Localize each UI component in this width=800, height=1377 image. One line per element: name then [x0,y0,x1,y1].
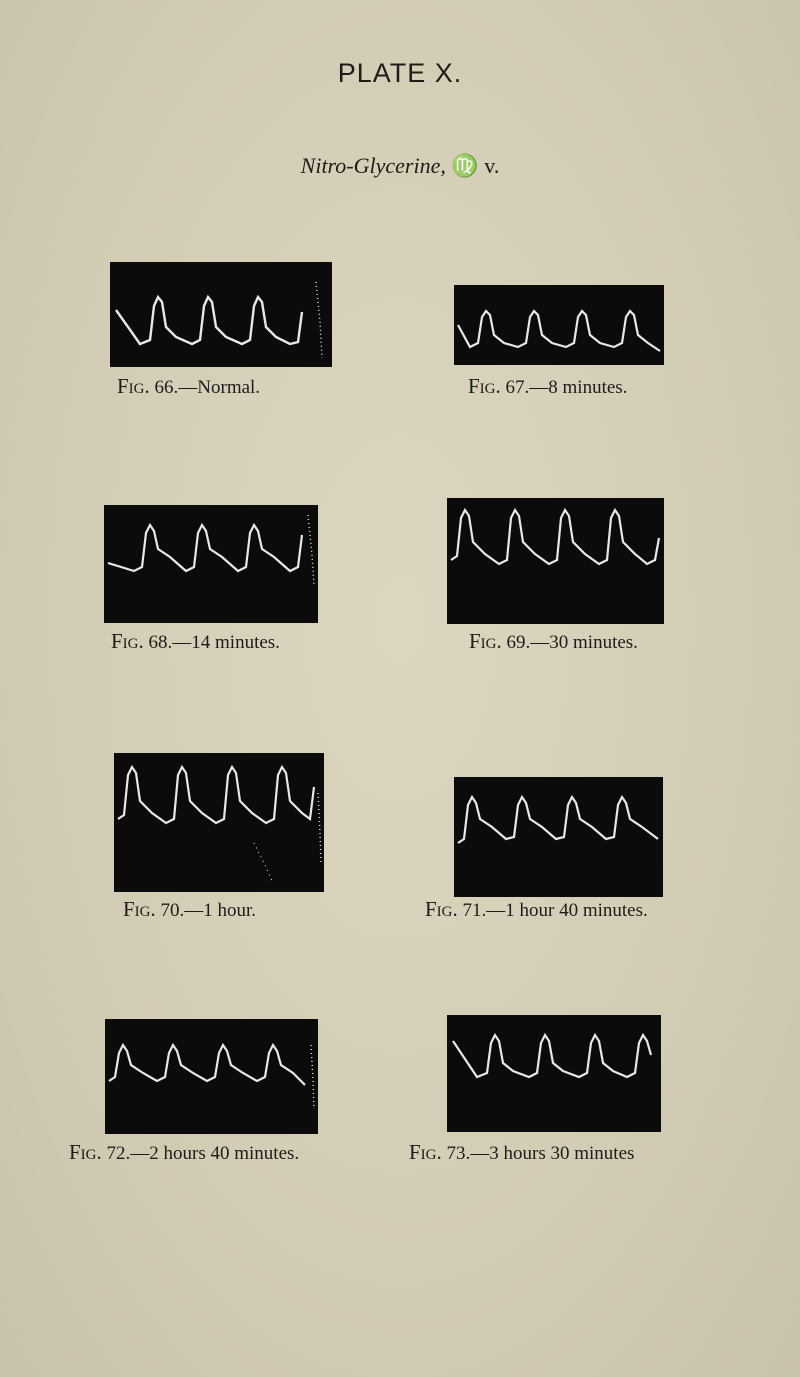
plate-title: PLATE X. [337,58,463,88]
caption-fig-73: Fig. 73.—3 hours 30 minutes [409,1140,635,1164]
pulse-tracing-fig-69 [447,498,664,624]
caption-fig-69: Fig. 69.—30 minutes. [469,629,638,653]
caption-fig-66: Fig. 66.—Normal. [117,374,261,398]
pulse-tracing-fig-67 [454,285,664,365]
plate-subtitle [0,153,800,179]
caption-fig-70: Fig. 70.—1 hour. [123,897,257,921]
pulse-tracing-fig-73 [447,1015,661,1132]
dose: ♍ v. [451,153,500,178]
caption-fig-67: Fig. 67.—8 minutes. [468,374,628,398]
caption-fig-71: Fig. 71.—1 hour 40 minutes. [425,897,648,921]
pulse-tracing-fig-72 [105,1019,318,1134]
drug-name: Nitro-Glycerine, [300,153,446,178]
caption-fig-68: Fig. 68.—14 minutes. [111,629,280,653]
pulse-tracing-fig-71 [454,777,663,897]
pulse-tracing-fig-68 [104,505,318,623]
pulse-tracing-fig-70 [114,753,324,892]
caption-fig-72: Fig. 72.—2 hours 40 minutes. [69,1140,300,1164]
pulse-tracing-fig-66 [110,262,332,367]
